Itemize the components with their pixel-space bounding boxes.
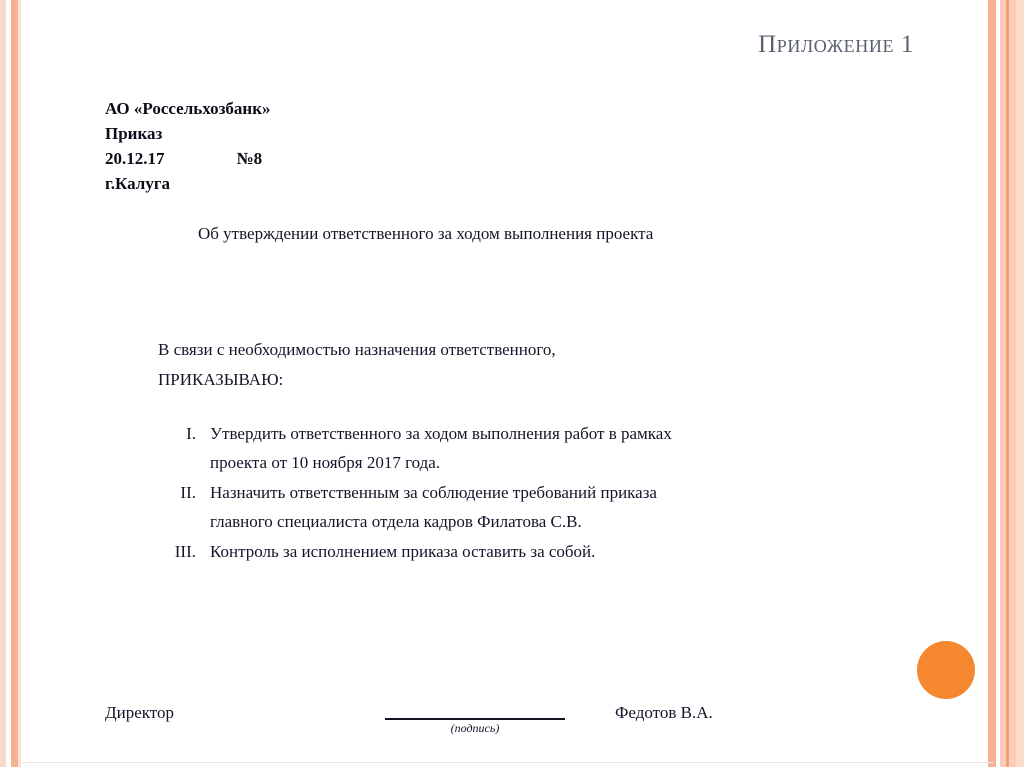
right-border-stripe-outer <box>1016 0 1024 767</box>
document-date: 20.12.17 <box>105 149 165 168</box>
signer-role: Директор <box>105 703 174 722</box>
slide-title: Приложение 1 <box>758 31 914 58</box>
signature-line <box>385 703 565 720</box>
signature-caption: (подпись) <box>450 721 500 735</box>
left-border-stripe-outer <box>0 0 6 767</box>
document-preamble <box>158 335 556 395</box>
clause-line: Назначить ответственным за соблюдение требований приказа <box>210 483 657 502</box>
clause-item <box>158 478 838 536</box>
clause-marker: III. <box>174 542 196 561</box>
document-date-number <box>105 146 271 171</box>
clause-item <box>158 537 838 566</box>
preamble-line-1: В связи с необходимостью назначения ответственного, <box>158 340 556 359</box>
clause-item <box>158 419 838 477</box>
clause-line: Контроль за исполнением приказа оставить за собой. <box>210 542 596 561</box>
document-type: Приказ <box>105 124 163 143</box>
right-border-stripe-inner <box>988 0 996 767</box>
clause-text <box>210 537 838 566</box>
preamble-line-2: ПРИКАЗЫВАЮ: <box>158 370 284 389</box>
orange-circle-decoration <box>917 641 975 699</box>
clause-line: главного специалиста отдела кадров Филатова С.В. <box>210 512 582 531</box>
signature-line-group <box>385 703 565 736</box>
left-border-stripe-main <box>11 0 18 767</box>
clause-line: проекта от 10 ноября 2017 года. <box>210 453 441 472</box>
clause-marker: II. <box>180 483 196 502</box>
clause-list <box>158 419 838 567</box>
document-header-block <box>105 96 271 196</box>
bottom-divider <box>22 762 994 763</box>
clause-text <box>210 419 838 477</box>
right-border-stripe-accent <box>1006 0 1009 767</box>
clause-text <box>210 478 838 536</box>
clause-marker: I. <box>186 424 196 443</box>
left-border-stripe-inner <box>18 0 21 767</box>
document-number: №8 <box>236 149 263 168</box>
right-border-stripe-band <box>1000 0 1024 767</box>
clause-line: Утвердить ответственного за ходом выполнения работ в рамках <box>210 424 672 443</box>
organization-name: АО «Россельхозбанк» <box>105 99 271 118</box>
document-city: г.Калуга <box>105 174 171 193</box>
document-subject: Об утверждении ответственного за ходом выполнения проекта <box>198 224 654 243</box>
signer-name: Федотов В.А. <box>615 703 713 722</box>
